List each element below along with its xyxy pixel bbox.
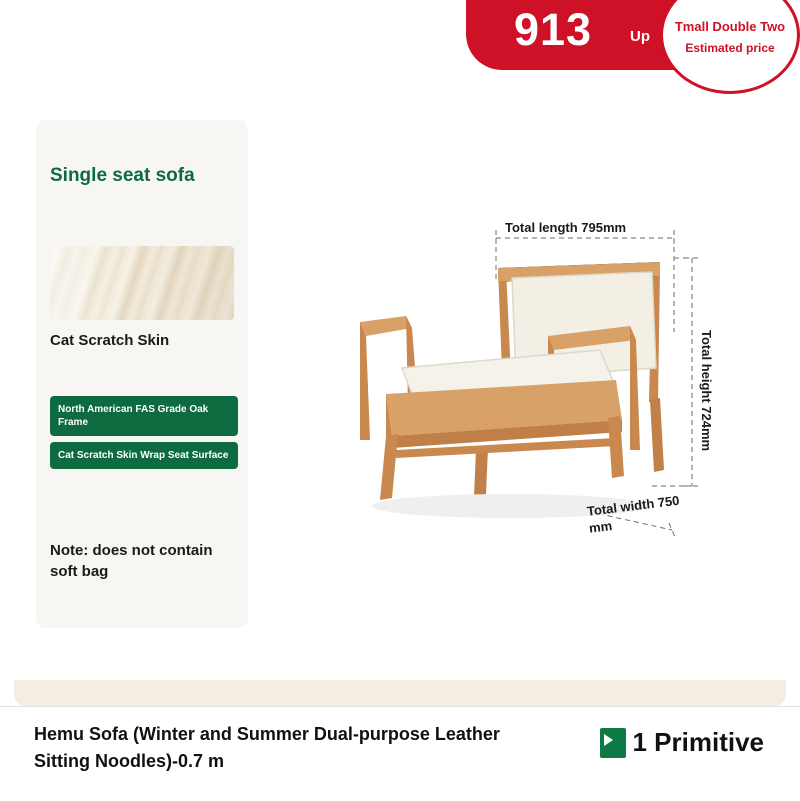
product-note: Note: does not contain soft bag: [50, 542, 213, 580]
promo-banner: [466, 0, 800, 70]
material-swatch-caption: Cat Scratch Skin: [50, 332, 170, 349]
promo-circle-title: Tmall Double Two: [674, 19, 786, 34]
promo-circle-subtitle: Estimated price: [685, 41, 775, 55]
swatch-gloss-overlay: [50, 246, 234, 320]
product-type-title: Single seat sofa: [50, 165, 195, 186]
promo-price: 913: [514, 4, 593, 55]
promo-circle-badge: [660, 0, 800, 94]
product-title: Hemu Sofa (Winter and Summer Dual-purpose Leather Sitting Noodles)-0.7 m: [34, 724, 500, 771]
brand-logo-icon: [600, 728, 626, 758]
feature-tag-frame: North American FAS Grade Oak Frame: [50, 396, 238, 436]
brand-lockup: [600, 727, 764, 758]
brand-name: 1 Primitive: [632, 727, 764, 757]
promo-up-label: Up: [630, 28, 650, 45]
bottom-caption-bar: [0, 706, 800, 801]
info-card: [36, 120, 248, 628]
card-bottom-strip: [14, 680, 786, 706]
material-swatch-image: [50, 246, 234, 320]
feature-tag-seat-surface: Cat Scratch Skin Wrap Seat Surface: [50, 442, 238, 469]
dimension-label-length: Total length 795mm: [505, 220, 627, 235]
dimension-label-height: Total height 724mm: [699, 330, 714, 452]
dimension-label-width: Total width 750 mm: [586, 492, 681, 536]
